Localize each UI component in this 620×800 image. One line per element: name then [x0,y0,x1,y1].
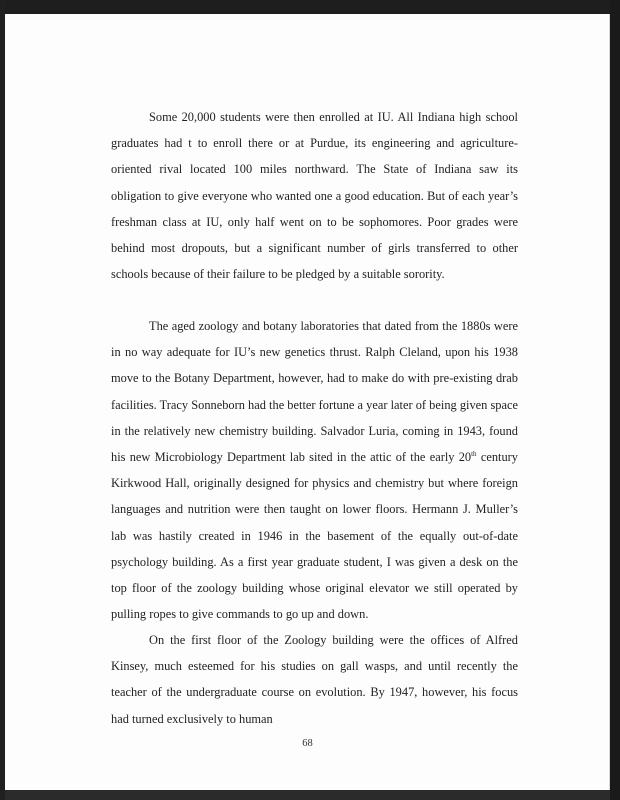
scan-border-top [0,0,620,14]
paragraph-2-text [111,313,518,627]
paragraph-2-text-part-2: century Kirkwood Hall, originally designed for physics and chemistry but where foreign languages and nutrition were then taught on lower floors. Hermann J. Muller’s lab was hastily created in 1946 in the basement of the equally out-of-date psychology building. As a first year graduate student, I was given a desk on the top floor of the zoology building whose original elevator we still operated by pulling ropes to give commands to go up and down. [111,450,518,622]
page-number: 68 [302,738,313,749]
paragraph-1-text: Some 20,000 students were then enrolled at IU. All Indiana high school graduates had t to enroll there or at Purdue, its engineering and agriculture-oriented rival located 100 miles northward. The State of Indiana saw its obligation to give everyone who wanted one a good education. But of each year’s freshman class at IU, only half went on to be sophomores. Poor grades were behind most dropouts, but a significant number of girls transferred to other schools because of their failure to be pledged by a suitable sorority. [111,110,518,282]
document-page [5,14,610,790]
scan-border-right [610,0,620,800]
paragraph-1 [111,104,518,287]
superscript-th: th [471,450,477,459]
paragraph-2 [111,313,518,627]
paragraph-3-text: On the first floor of the Zoology building were the offices of Alfred Kinsey, much esteemed for his studies on gall wasps, and until recently the teacher of the undergraduate course on evolution. By 1947, however, his focus had turned exclusively to human [111,633,518,726]
paragraph-3 [111,627,518,732]
paragraph-2-text-part-1: The aged zoology and botany laboratories that dated from the 1880s were in no way adequate for IU’s new genetics thrust. Ralph Cleland, upon his 1938 move to the Botany Department, however, had to make do with pre-existing drab facilities. Tracy Sonneborn had the better fortune a year later of being given space in the relatively new chemistry building. Salvador Luria, coming in 1943, found his new Microbiology Department lab sited in the attic of the early 20 [111,319,518,465]
